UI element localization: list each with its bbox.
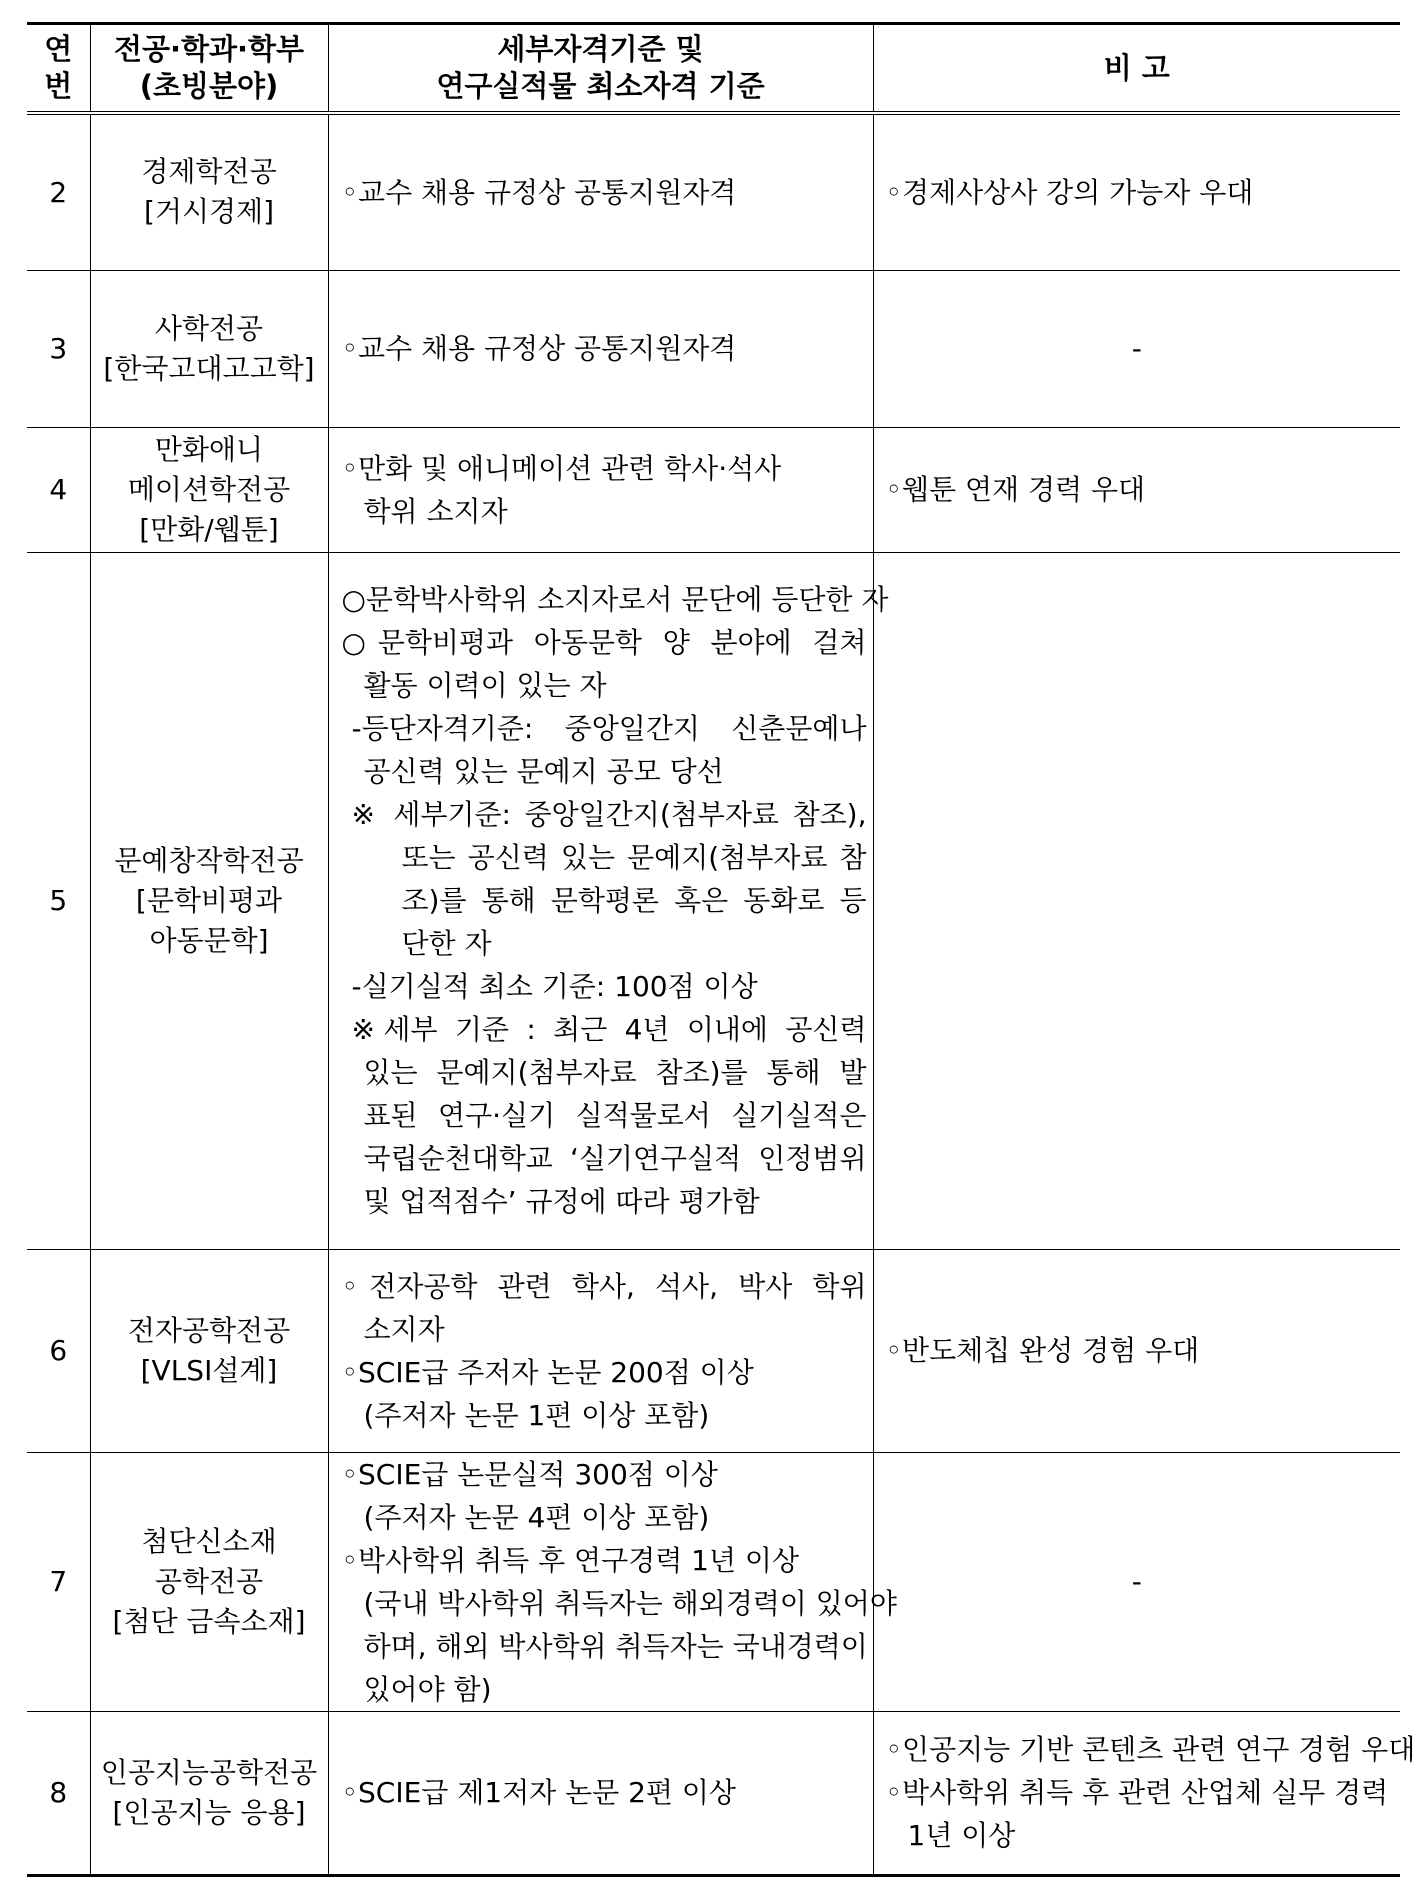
row-note bbox=[873, 552, 1400, 1249]
row-criteria: ◦SCIE급 제1저자 논문 2편 이상 bbox=[328, 1711, 873, 1875]
row-criteria: ◦만화 및 애니메이션 관련 학사·석사 학위 소지자 bbox=[328, 427, 873, 552]
recruitment-criteria-table bbox=[27, 22, 1416, 1877]
row-criteria: ◦SCIE급 논문실적 300점 이상 (주저자 논문 4편 이상 포함) ◦박사학위 취득 후 연구경력 1년 이상 (국내 박사학위 취득자는 해외경력이 있어야 하며, 해외 박사학위 취득자는 국내경력이 있어야 함) bbox=[328, 1452, 873, 1711]
header-criteria: 세부자격기준 및 연구실적물 최소자격 기준 bbox=[328, 24, 873, 114]
row-criteria: ◦교수 채용 규정상 공통지원자격 bbox=[328, 270, 873, 427]
header-note: 비 고 bbox=[873, 24, 1400, 114]
header-major: 전공·학과·학부 (초빙분야) bbox=[90, 24, 328, 114]
row-number: 2 bbox=[27, 113, 90, 270]
row-note: ◦경제사상사 강의 가능자 우대 bbox=[873, 113, 1400, 270]
row-number: 7 bbox=[27, 1452, 90, 1711]
header-row bbox=[27, 24, 1400, 114]
row-number: 4 bbox=[27, 427, 90, 552]
row-number: 8 bbox=[27, 1711, 90, 1875]
table-row bbox=[27, 270, 1400, 427]
table-row bbox=[27, 1452, 1400, 1711]
row-criteria: ◦교수 채용 규정상 공통지원자격 bbox=[328, 113, 873, 270]
row-major: 만화애니 메이션학전공 [만화/웹툰] bbox=[90, 427, 328, 552]
table-row bbox=[27, 427, 1400, 552]
row-criteria: ◦전자공학 관련 학사, 석사, 박사 학위 소지자 ◦SCIE급 주저자 논문 200점 이상 (주저자 논문 1편 이상 포함) bbox=[328, 1249, 873, 1452]
row-major: 경제학전공 [거시경제] bbox=[90, 113, 328, 270]
row-note: - bbox=[873, 1452, 1400, 1711]
row-number: 5 bbox=[27, 552, 90, 1249]
row-note: ◦인공지능 기반 콘텐츠 관련 연구 경험 우대 ◦박사학위 취득 후 관련 산업체 실무 경력 1년 이상 bbox=[873, 1711, 1400, 1875]
row-major: 문예창작학전공 [문학비평과 아동문학] bbox=[90, 552, 328, 1249]
row-number: 6 bbox=[27, 1249, 90, 1452]
row-criteria: ○문학박사학위 소지자로서 문단에 등단한 자 ○문학비평과 아동문학 양 분야에 걸쳐 활동 이력이 있는 자 -등단자격기준: 중앙일간지 신춘문예나 공신력 있는 문예지 공모 당선 ※ 세부기준: 중앙일간지(첨부자료 참조), 또는 공신력 있는 문예지(첨부자료 참 조)를 통해 문학평론 혹은 동화로 등 단한 자 -실기실적 최소 기준: 100점 이상 ※세부 기준 : 최근 4년 이내에 공신력 있는 문예지(첨부자료 참조)를 통해 발 표된 연구·실기 실적물로서 실기실적은 국립순천대학교 ‘실기연구실적 인정범위 및 업적점수’ 규정에 따라 평가함 bbox=[328, 552, 873, 1249]
row-major: 사학전공 [한국고대고고학] bbox=[90, 270, 328, 427]
header-no: 연 번 bbox=[27, 24, 90, 114]
table-row bbox=[27, 113, 1400, 270]
row-major: 첨단신소재 공학전공 [첨단 금속소재] bbox=[90, 1452, 328, 1711]
row-number: 3 bbox=[27, 270, 90, 427]
row-major: 인공지능공학전공 [인공지능 응용] bbox=[90, 1711, 328, 1875]
table-row bbox=[27, 552, 1400, 1249]
table-row bbox=[27, 1249, 1400, 1452]
table-row bbox=[27, 1711, 1400, 1875]
row-note: - bbox=[873, 270, 1400, 427]
row-major: 전자공학전공 [VLSI설계] bbox=[90, 1249, 328, 1452]
row-note: ◦웹툰 연재 경력 우대 bbox=[873, 427, 1400, 552]
row-note: ◦반도체칩 완성 경험 우대 bbox=[873, 1249, 1400, 1452]
